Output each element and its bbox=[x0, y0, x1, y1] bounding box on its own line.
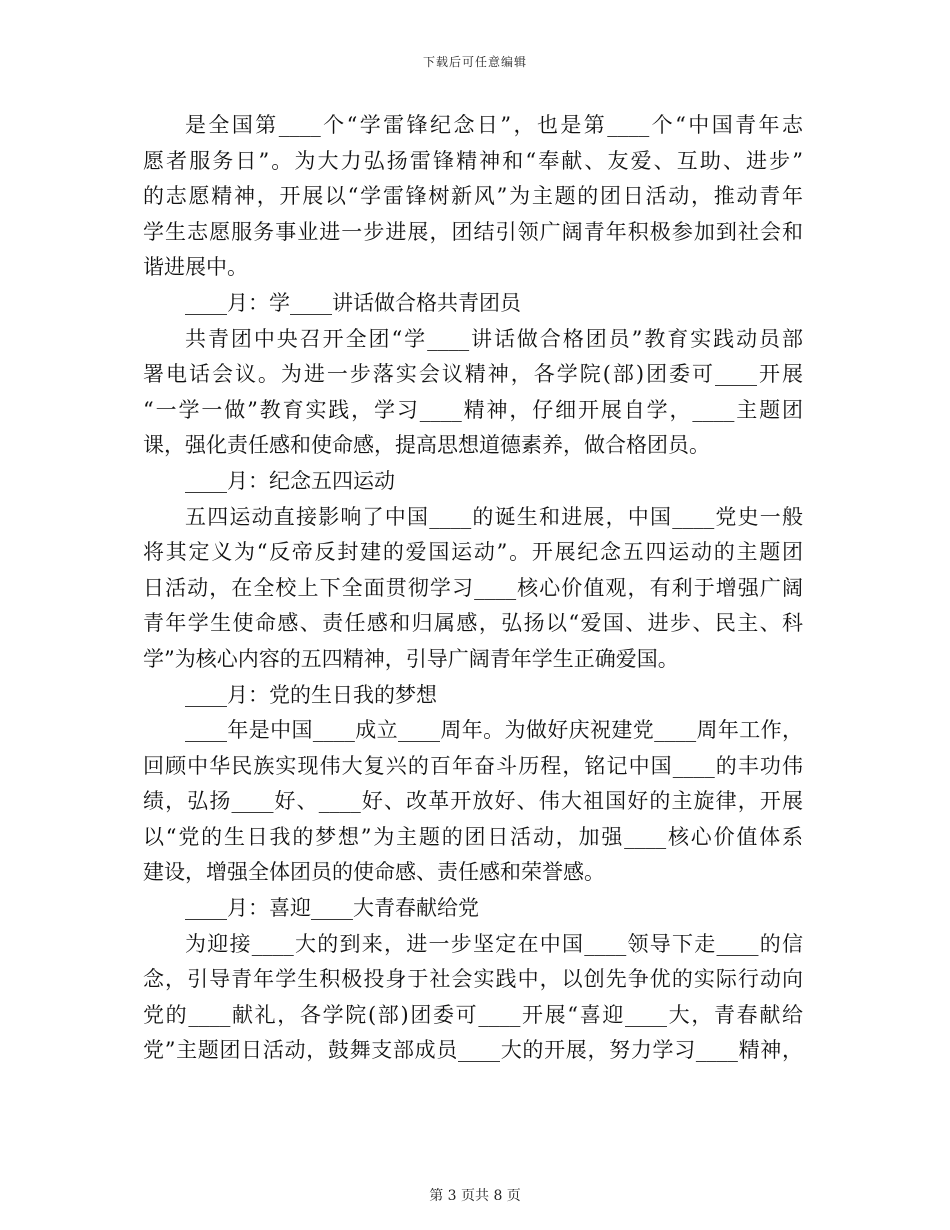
text-line: 为迎接____大的到来，进一步坚定在中国____领导下走____的信 bbox=[185, 931, 803, 956]
text-line: 将其定义为“反帝反封建的爱国运动”。开展纪念五四运动的主题团 bbox=[143, 540, 803, 565]
text-line: 念，引导青年学生积极投身于社会实践中，以创先争优的实际行动向 bbox=[143, 967, 803, 992]
text-line: ____月：纪念五四运动 bbox=[185, 468, 395, 493]
text-line: ____月：喜迎____大青春献给党 bbox=[185, 896, 479, 921]
text-line: 党的____献礼，各学院(部)团委可____开展“喜迎____大，青春献给 bbox=[143, 1002, 803, 1027]
text-line: 以“党的生日我的梦想”为主题的团日活动，加强____核心价值体系 bbox=[143, 824, 803, 849]
text-line: 的志愿精神，开展以“学雷锋树新风”为主题的团日活动，推动青年 bbox=[143, 184, 803, 209]
text-line: 共青团中央召开全团“学____讲话做合格团员”教育实践动员部 bbox=[185, 326, 803, 351]
text-line: ____月：党的生日我的梦想 bbox=[185, 682, 437, 707]
text-line: 学生志愿服务事业进一步进展，团结引领广阔青年积极参加到社会和 bbox=[143, 219, 803, 244]
text-line: 建设，增强全体团员的使命感、责任感和荣誉感。 bbox=[143, 860, 605, 885]
text-line: “一学一做”教育实践，学习____精神，仔细开展自学，____主题团 bbox=[143, 397, 803, 422]
document-body bbox=[143, 108, 803, 1069]
text-line: 学”为核心内容的五四精神，引导广阔青年学生正确爱国。 bbox=[143, 646, 679, 671]
text-line: 回顾中华民族实现伟大复兴的百年奋斗历程，铭记中国____的丰功伟 bbox=[143, 753, 803, 778]
text-line: 课，强化责任感和使命感，提高思想道德素养，做合格团员。 bbox=[143, 433, 710, 458]
text-line: 是全国第____个“学雷锋纪念日”，也是第____个“中国青年志 bbox=[185, 113, 803, 137]
text-line: ____月：学____讲话做合格共青团员 bbox=[185, 290, 521, 315]
page-footer: 第 3 页共 8 页 bbox=[429, 1188, 521, 1204]
text-line: 愿者服务日”。为大力弘扬雷锋精神和“奉献、友爱、互助、进步” bbox=[143, 148, 803, 173]
text-line: 青年学生使命感、责任感和归属感，弘扬以“爱国、进步、民主、科 bbox=[143, 611, 803, 636]
text-line: 党”主题团日活动，鼓舞支部成员____大的开展，努力学习____精神， bbox=[143, 1038, 803, 1063]
text-line: ____年是中国____成立____周年。为做好庆祝建党____周年工作， bbox=[185, 718, 803, 743]
text-line: 谐进展中。 bbox=[143, 255, 248, 280]
text-line: 绩，弘扬____好、____好、改革开放好、伟大祖国好的主旋律，开展 bbox=[143, 789, 803, 814]
text-line: 署电话会议。为进一步落实会议精神，各学院(部)团委可____开展 bbox=[143, 362, 803, 387]
text-line: 日活动，在全校上下全面贯彻学习____核心价值观，有利于增强广阔 bbox=[143, 575, 803, 600]
text-line: 五四运动直接影响了中国____的诞生和进展，中国____党史一般 bbox=[185, 504, 803, 529]
page-header: 下载后可任意编辑 bbox=[422, 55, 527, 69]
